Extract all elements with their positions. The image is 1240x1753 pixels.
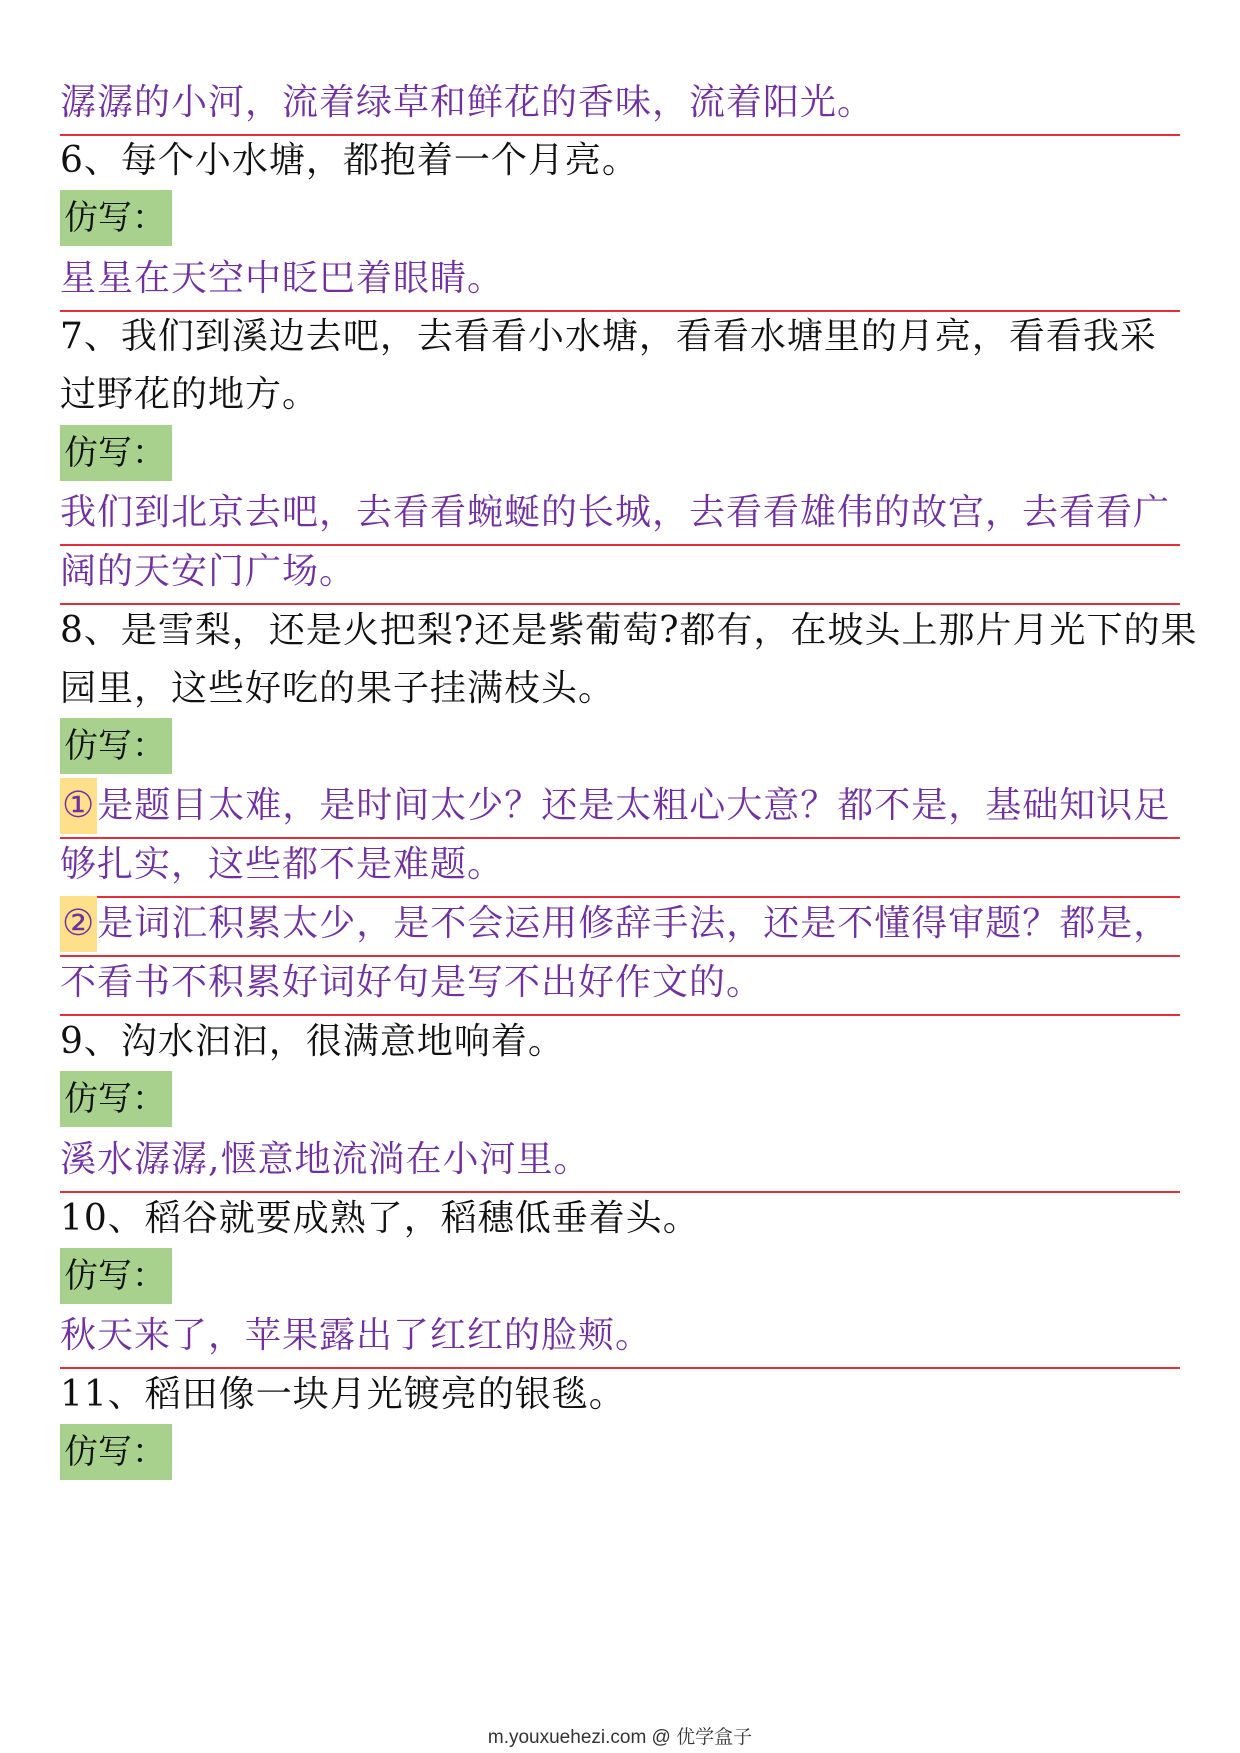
q7-label: 仿写： (60, 425, 172, 481)
q8-answer2-text: 是词汇积累太少，是不会运用修辞手法，还是不懂得审题？都是， (97, 903, 1171, 944)
footer-watermark: m.youxuehezi.com @ 优学盒子 (487, 1727, 753, 1748)
question-7-line1: 7、我们到溪边去吧，去看看小水塘，看看水塘里的月亮，看看我采 (60, 316, 1157, 357)
q6-label: 仿写： (60, 190, 172, 246)
answer-marker-1: ① (60, 778, 97, 834)
question-11: 11、稻田像一块月光镀亮的银毯。 (60, 1374, 626, 1415)
q8-answer1-line1 (60, 773, 1180, 839)
q10-answer: 秋天来了，苹果露出了红红的脸颊。 (60, 1303, 1180, 1369)
q6-answer: 星星在天空中眨巴着眼睛。 (60, 246, 1180, 312)
q7-answer-line2: 阔的天安门广场。 (60, 539, 1180, 605)
q8-answer2-line2: 不看书不积累好词好句是写不出好作文的。 (60, 950, 1180, 1016)
question-9: 9、沟水汩汩，很满意地响着。 (60, 1021, 565, 1062)
question-8-line2: 园里，这些好吃的果子挂满枝头。 (60, 668, 616, 709)
question-8-line1: 8、是雪梨，还是火把梨?还是紫葡萄?都有，在坡头上那片月光下的果 (60, 610, 1198, 651)
q8-answer1-line2: 够扎实，这些都不是难题。 (60, 832, 1180, 898)
q8-answer2-line1 (60, 891, 1180, 957)
answer-marker-2: ② (60, 896, 97, 952)
q7-answer-line1: 我们到北京去吧，去看看蜿蜒的长城，去看看雄伟的故宫，去看看广 (60, 480, 1180, 546)
prev-answer-tail: 潺潺的小河，流着绿草和鲜花的香味，流着阳光。 (60, 70, 1180, 136)
question-10: 10、稻谷就要成熟了，稻穗低垂着头。 (60, 1198, 700, 1239)
q9-answer: 溪水潺潺,惬意地流淌在小河里。 (60, 1127, 1180, 1193)
q8-label: 仿写： (60, 718, 172, 774)
question-7-line2: 过野花的地方。 (60, 374, 320, 415)
q9-label: 仿写： (60, 1071, 172, 1127)
question-6: 6、每个小水塘，都抱着一个月亮。 (60, 140, 639, 181)
q8-answer1-text: 是题目太难，是时间太少？还是太粗心大意？都不是，基础知识足 (97, 785, 1171, 826)
q11-label: 仿写： (60, 1424, 172, 1480)
q10-label: 仿写： (60, 1248, 172, 1304)
